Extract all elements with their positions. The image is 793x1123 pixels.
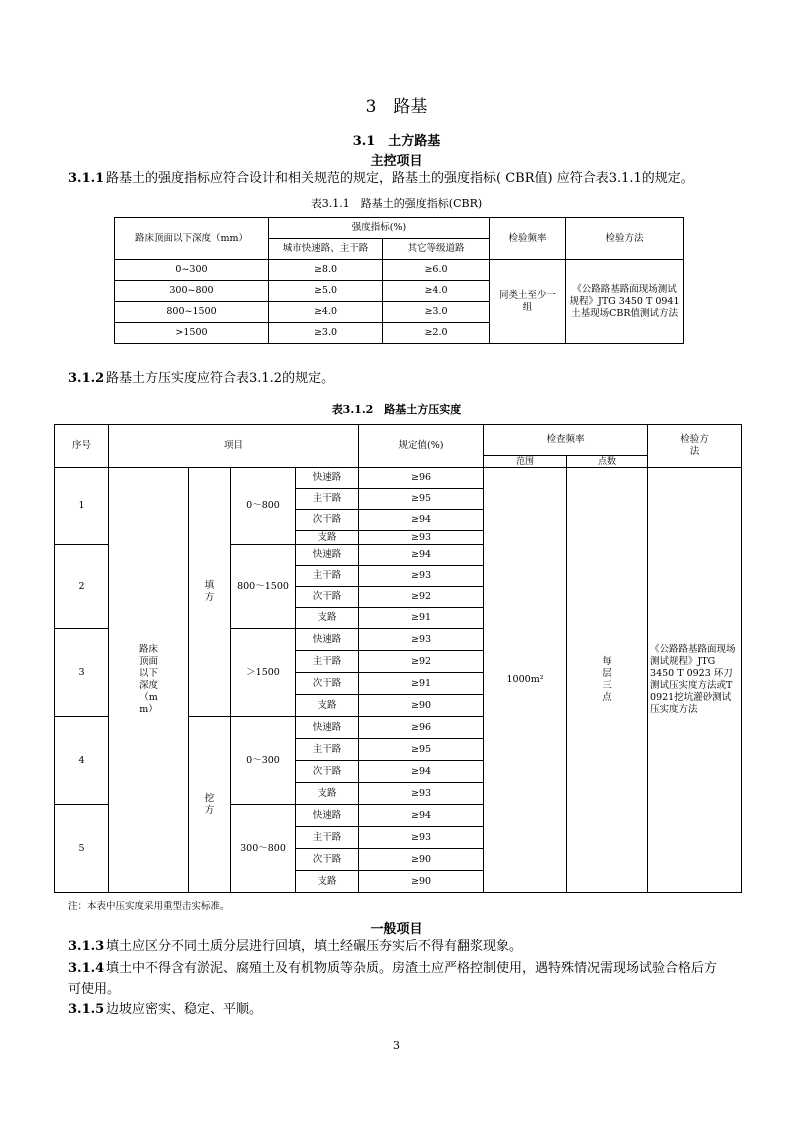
table-cell: 0~300 bbox=[115, 260, 269, 281]
table-cell: ≥4.0 bbox=[383, 281, 490, 302]
col-strength-header: 强度指标(%) bbox=[269, 218, 490, 239]
table-cell: 300~800 bbox=[115, 281, 269, 302]
table-cell: ≥5.0 bbox=[269, 281, 383, 302]
section-title: 3.1 土方路基 bbox=[352, 134, 441, 149]
group-number: 1 bbox=[55, 468, 109, 545]
spec-value: ≥93 bbox=[359, 827, 484, 849]
spec-value: ≥93 bbox=[359, 629, 484, 651]
road-class: 支路 bbox=[296, 783, 359, 805]
fill-label: 填方 bbox=[204, 580, 215, 603]
road-class: 支路 bbox=[296, 608, 359, 629]
road-class: 主干路 bbox=[296, 827, 359, 849]
spec-value: ≥91 bbox=[359, 608, 484, 629]
points-cell bbox=[567, 468, 648, 893]
col-item-header: 项目 bbox=[109, 425, 359, 468]
col-freq-header: 检查频率 bbox=[484, 425, 648, 456]
road-class: 主干路 bbox=[296, 489, 359, 510]
spec-value: ≥94 bbox=[359, 805, 484, 827]
depth-range: 800～1500 bbox=[231, 545, 296, 629]
clause-text: 填土中不得含有淤泥、腐殖土及有机物质等杂质。房渣土应严格控制使用，遇特殊情况需现场试验合格后方可使用。 bbox=[68, 961, 718, 997]
road-class: 支路 bbox=[296, 695, 359, 717]
col-method-header: 检验方法 bbox=[566, 218, 684, 260]
road-class: 主干路 bbox=[296, 739, 359, 761]
road-class: 主干路 bbox=[296, 651, 359, 673]
clause-text: 路基土的强度指标应符合设计和相关规范的规定，路基土的强度指标( CBR值) 应符合表3.1.1的规定。 bbox=[106, 171, 694, 186]
road-class: 快速路 bbox=[296, 717, 359, 739]
spec-value: ≥96 bbox=[359, 468, 484, 489]
clause-text: 填土应区分不同土质分层进行回填，填土经碾压夯实后不得有翻浆现象。 bbox=[106, 939, 523, 954]
table-cell: ≥4.0 bbox=[269, 302, 383, 323]
clause-text: 路基土方压实度应符合表3.1.2的规定。 bbox=[106, 371, 335, 386]
spec-value: ≥92 bbox=[359, 651, 484, 673]
clause-3-1-4 bbox=[68, 958, 728, 1000]
group-number: 4 bbox=[55, 717, 109, 805]
method-cell: 《公路路基路面现场测试规程》JTG 3450 T 0941 土基现场CBR值测试方法 bbox=[566, 260, 684, 344]
depth-label-cell bbox=[109, 468, 189, 893]
road-class: 次干路 bbox=[296, 510, 359, 531]
compaction-table bbox=[54, 424, 742, 893]
table-cell: ≥8.0 bbox=[269, 260, 383, 281]
depth-label: 路床顶面以下深度（mm） bbox=[138, 644, 158, 715]
main-items-heading: 主控项目 bbox=[370, 154, 423, 169]
clause-3-1-3 bbox=[68, 938, 522, 956]
table2-caption: 表3.1.2 路基土方压实度 bbox=[331, 403, 462, 416]
col-spec-header: 规定值(%) bbox=[359, 425, 484, 468]
group-number: 3 bbox=[55, 629, 109, 717]
col-no-header: 序号 bbox=[55, 425, 109, 468]
spec-value: ≥94 bbox=[359, 761, 484, 783]
table-cell: ≥2.0 bbox=[383, 323, 490, 344]
clause-number: 3.1.5 bbox=[68, 1002, 105, 1017]
table-cell: >1500 bbox=[115, 323, 269, 344]
road-class: 快速路 bbox=[296, 629, 359, 651]
road-class: 次干路 bbox=[296, 761, 359, 783]
spec-value: ≥94 bbox=[359, 545, 484, 566]
spec-value: ≥92 bbox=[359, 587, 484, 608]
clause-number: 3.1.1 bbox=[68, 171, 105, 186]
depth-range: 300～800 bbox=[231, 805, 296, 893]
col-city-header: 城市快速路、主干路 bbox=[269, 239, 383, 260]
col-freq-header: 检验频率 bbox=[490, 218, 566, 260]
depth-range: 0～800 bbox=[231, 468, 296, 545]
table-note: 注：本表中压实度采用重型击实标准。 bbox=[68, 901, 230, 912]
cut-cell bbox=[189, 717, 231, 893]
spec-value: ≥93 bbox=[359, 783, 484, 805]
road-class: 快速路 bbox=[296, 468, 359, 489]
road-class: 次干路 bbox=[296, 673, 359, 695]
table-cell: ≥3.0 bbox=[269, 323, 383, 344]
table-cell: 800~1500 bbox=[115, 302, 269, 323]
road-class: 支路 bbox=[296, 531, 359, 545]
spec-value: ≥90 bbox=[359, 695, 484, 717]
road-class: 次干路 bbox=[296, 849, 359, 871]
spec-value: ≥90 bbox=[359, 871, 484, 893]
spec-value: ≥95 bbox=[359, 739, 484, 761]
table-cell: ≥6.0 bbox=[383, 260, 490, 281]
cbr-table bbox=[114, 217, 684, 344]
freq-cell: 同类土至少一组 bbox=[490, 260, 566, 344]
fill-cell bbox=[189, 468, 231, 717]
points-label: 每层三点 bbox=[602, 656, 612, 703]
spec-value: ≥96 bbox=[359, 717, 484, 739]
depth-range: ＞1500 bbox=[231, 629, 296, 717]
clause-3-1-5 bbox=[68, 1001, 262, 1019]
spec-value: ≥90 bbox=[359, 849, 484, 871]
col-points-header: 点数 bbox=[567, 456, 648, 468]
col-other-header: 其它等级道路 bbox=[383, 239, 490, 260]
chapter-title: 3 路基 bbox=[365, 97, 428, 117]
depth-range: 0～300 bbox=[231, 717, 296, 805]
road-class: 快速路 bbox=[296, 545, 359, 566]
road-class: 次干路 bbox=[296, 587, 359, 608]
range-cell: 1000m² bbox=[484, 468, 567, 893]
clause-text: 边坡应密实、稳定、平顺。 bbox=[106, 1002, 263, 1017]
spec-value: ≥95 bbox=[359, 489, 484, 510]
clause-number: 3.1.2 bbox=[68, 371, 105, 386]
clause-3-1-1 bbox=[68, 170, 694, 188]
page-number: 3 bbox=[393, 1039, 400, 1052]
road-class: 主干路 bbox=[296, 566, 359, 587]
col-range-header: 范围 bbox=[484, 456, 567, 468]
clause-number: 3.1.4 bbox=[68, 961, 105, 976]
clause-number: 3.1.3 bbox=[68, 939, 105, 954]
group-number: 2 bbox=[55, 545, 109, 629]
cut-label: 挖方 bbox=[204, 792, 215, 816]
road-class: 支路 bbox=[296, 871, 359, 893]
spec-value: ≥94 bbox=[359, 510, 484, 531]
clause-3-1-2 bbox=[68, 370, 334, 388]
table1-caption: 表3.1.1 路基土的强度指标(CBR) bbox=[310, 197, 483, 210]
col-method-header: 检验方法 bbox=[648, 425, 742, 468]
road-class: 快速路 bbox=[296, 805, 359, 827]
group-number: 5 bbox=[55, 805, 109, 893]
method-cell: 《公路路基路面现场测试规程》JTG 3450 T 0923 环刀测试压实度方法或T 0921挖坑灌砂测试压实度方法 bbox=[648, 468, 742, 893]
spec-value: ≥91 bbox=[359, 673, 484, 695]
spec-value: ≥93 bbox=[359, 566, 484, 587]
spec-value: ≥93 bbox=[359, 531, 484, 545]
table-cell: ≥3.0 bbox=[383, 302, 490, 323]
general-items-heading: 一般项目 bbox=[370, 922, 423, 937]
col-depth-header: 路床顶面以下深度（mm） bbox=[115, 218, 269, 260]
